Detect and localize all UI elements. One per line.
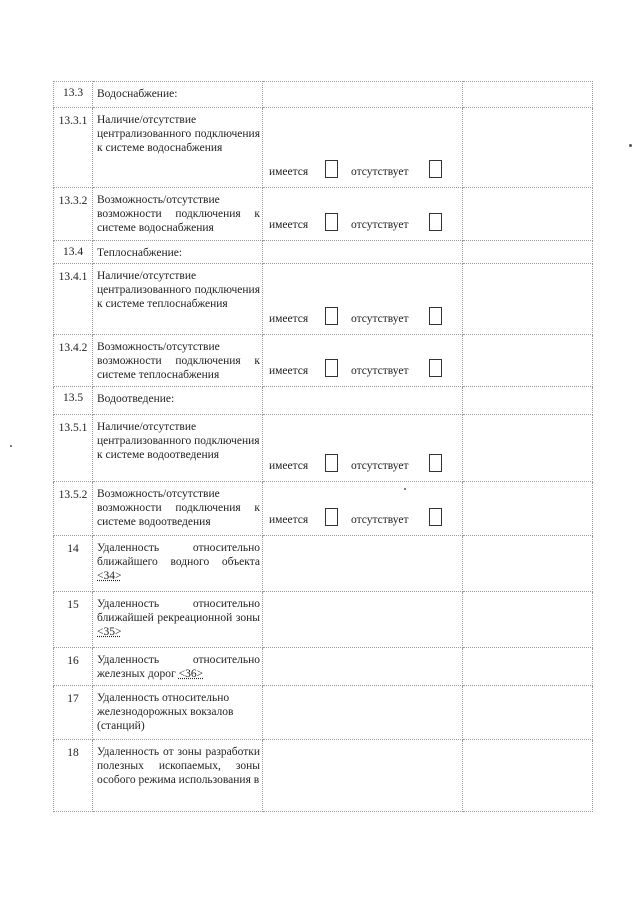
row-number: 13.5.1 [54, 415, 93, 482]
absent-checkbox[interactable] [429, 508, 442, 526]
note-cell [463, 188, 593, 241]
table-row [54, 592, 593, 648]
note-cell [463, 740, 593, 812]
table-row [54, 648, 593, 686]
absent-checkbox[interactable] [429, 307, 442, 325]
available-checkbox[interactable] [325, 508, 338, 526]
value-cell [263, 82, 463, 108]
table-row [54, 335, 593, 387]
row-number: 13.4.1 [54, 264, 93, 335]
row-description: Удаленность от зоны разработки полезных ископаемых, зоны особого режима использования в [93, 740, 263, 812]
row-number: 15 [54, 592, 93, 648]
note-cell [463, 108, 593, 188]
absent-checkbox[interactable] [429, 213, 442, 231]
value-cell [263, 108, 463, 188]
available-checkbox[interactable] [325, 160, 338, 178]
row-description: Наличие/отсутствие централизованного подключения к системе водоснабжения [93, 108, 263, 188]
row-number: 14 [54, 536, 93, 592]
note-cell [463, 592, 593, 648]
row-number: 13.4 [54, 241, 93, 264]
table-row [54, 686, 593, 740]
note-cell [463, 82, 593, 108]
footnote-reference[interactable]: <34> [97, 570, 122, 582]
row-description: Водоотведение: [93, 387, 263, 415]
note-cell [463, 686, 593, 740]
value-cell [263, 188, 463, 241]
row-description [93, 648, 263, 686]
option-available-label: имеется [269, 166, 309, 178]
row-description: Наличие/отсутствие централизованного подключения к системе водоотведения [93, 415, 263, 482]
description-text: Удаленность относительно ближайшей рекреационной зоны [97, 598, 260, 624]
note-cell [463, 241, 593, 264]
row-description: Возможность/отсутствие возможности подключения к системе водоснабжения [93, 188, 263, 241]
table-row [54, 740, 593, 812]
row-description: Удаленность относительно железнодорожных вокзалов (станций) [93, 686, 263, 740]
note-cell [463, 387, 593, 415]
note-cell [463, 482, 593, 536]
row-description: Возможность/отсутствие возможности подключения к системе водоотведения [93, 482, 263, 536]
value-cell [263, 686, 463, 740]
value-cell [263, 740, 463, 812]
option-available-label: имеется [269, 460, 309, 472]
note-cell [463, 536, 593, 592]
option-absent-label: отсутствует [351, 514, 409, 526]
table-row [54, 188, 593, 241]
available-checkbox[interactable] [325, 454, 338, 472]
table-row [54, 387, 593, 415]
table-row [54, 108, 593, 188]
available-checkbox[interactable] [325, 213, 338, 231]
description-text: Удаленность относительно ближайшего водного объекта [97, 542, 260, 568]
option-absent-label: отсутствует [351, 166, 409, 178]
note-cell [463, 264, 593, 335]
table-row [54, 241, 593, 264]
row-description: Теплоснабжение: [93, 241, 263, 264]
row-number: 18 [54, 740, 93, 812]
row-number: 13.3.2 [54, 188, 93, 241]
row-description: Водоснабжение: [93, 82, 263, 108]
option-available-label: имеется [269, 365, 309, 377]
table-row [54, 82, 593, 108]
absent-checkbox[interactable] [429, 160, 442, 178]
row-description: Возможность/отсутствие возможности подключения к системе теплоснабжения [93, 335, 263, 387]
option-available-label: имеется [269, 313, 309, 325]
row-description: Наличие/отсутствие централизованного подключения к системе теплоснабжения [93, 264, 263, 335]
table-row [54, 264, 593, 335]
footnote-reference[interactable]: <35> [97, 626, 122, 638]
option-absent-label: отсутствует [351, 219, 409, 231]
absent-checkbox[interactable] [429, 359, 442, 377]
available-checkbox[interactable] [325, 359, 338, 377]
table-row [54, 536, 593, 592]
value-cell [263, 264, 463, 335]
value-cell [263, 335, 463, 387]
row-number: 16 [54, 648, 93, 686]
value-cell [263, 387, 463, 415]
value-cell [263, 415, 463, 482]
note-cell [463, 335, 593, 387]
scan-speck [404, 488, 406, 490]
note-cell [463, 648, 593, 686]
footnote-reference[interactable]: <36> [178, 668, 204, 680]
note-cell [463, 415, 593, 482]
infrastructure-form-table [53, 81, 593, 812]
option-absent-label: отсутствует [351, 365, 409, 377]
description-text: Удаленность относительно железных дорог [97, 654, 260, 680]
row-number: 13.5 [54, 387, 93, 415]
row-number: 13.3 [54, 82, 93, 108]
value-cell [263, 648, 463, 686]
option-available-label: имеется [269, 219, 309, 231]
option-absent-label: отсутствует [351, 313, 409, 325]
scan-speck [10, 445, 12, 447]
value-cell [263, 592, 463, 648]
table-row [54, 415, 593, 482]
value-cell [263, 536, 463, 592]
available-checkbox[interactable] [325, 307, 338, 325]
absent-checkbox[interactable] [429, 454, 442, 472]
option-available-label: имеется [269, 514, 309, 526]
row-number: 17 [54, 686, 93, 740]
option-absent-label: отсутствует [351, 460, 409, 472]
value-cell [263, 482, 463, 536]
scan-speck [629, 144, 632, 147]
row-number: 13.5.2 [54, 482, 93, 536]
value-cell [263, 241, 463, 264]
row-description [93, 592, 263, 648]
row-number: 13.3.1 [54, 108, 93, 188]
row-description [93, 536, 263, 592]
table-row [54, 482, 593, 536]
row-number: 13.4.2 [54, 335, 93, 387]
